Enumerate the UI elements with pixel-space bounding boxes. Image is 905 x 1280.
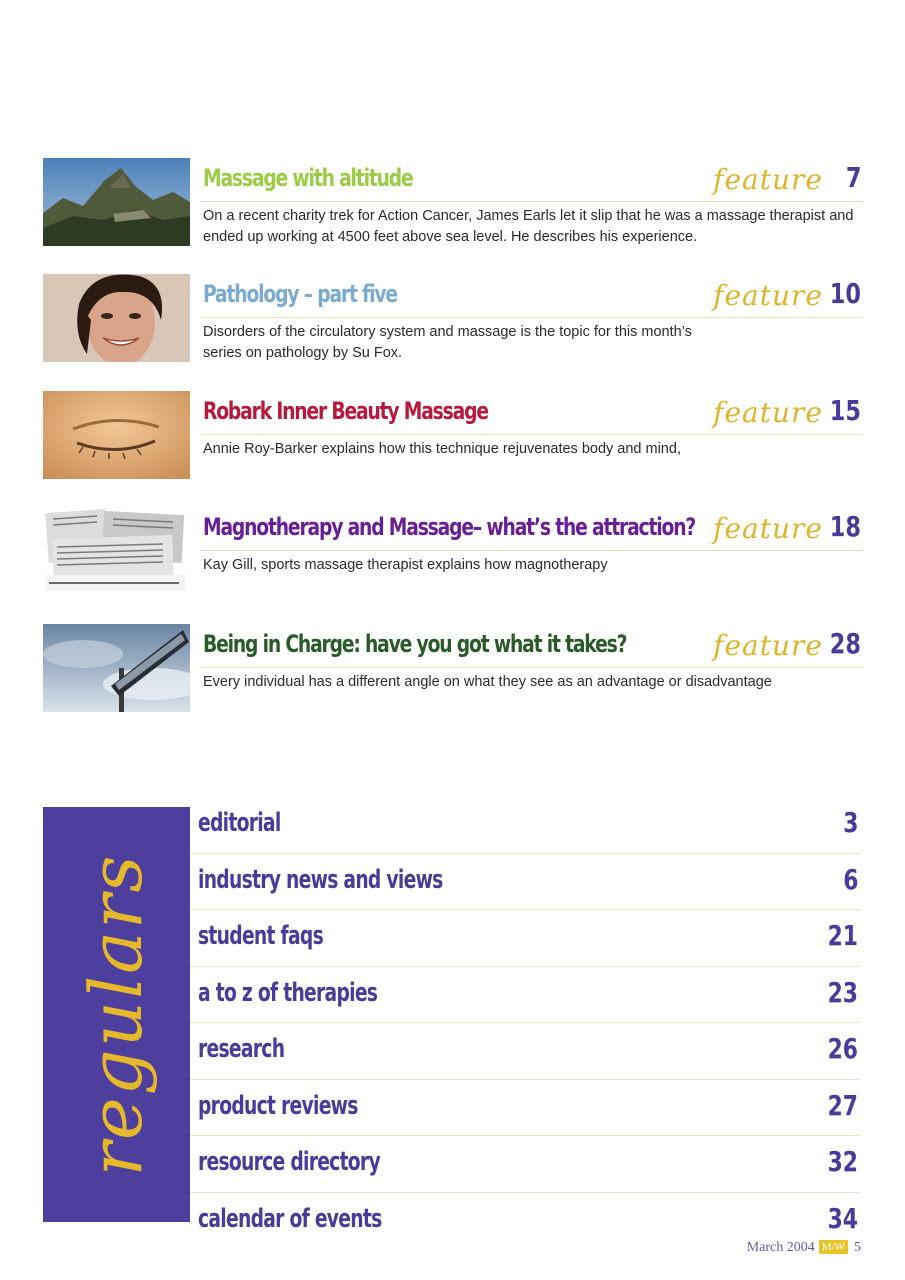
regulars-heading: regulars bbox=[74, 853, 158, 1177]
regular-page-number: 23 bbox=[827, 975, 858, 1009]
feature-item[interactable] bbox=[43, 158, 863, 246]
regular-label: student faqs bbox=[198, 921, 323, 951]
divider bbox=[200, 434, 863, 435]
feature-page-number: 18 bbox=[829, 510, 861, 543]
regulars-panel bbox=[43, 807, 190, 1222]
feature-label: feature bbox=[713, 629, 823, 662]
feature-description: Disorders of the circulatory system and massage is the topic for this month’s series on pathology by Su Fox. bbox=[203, 324, 692, 361]
mountain-ruins-image bbox=[43, 158, 190, 246]
feature-title[interactable]: Massage with altitude bbox=[203, 164, 413, 192]
feature-label: feature bbox=[713, 163, 823, 196]
feature-description: Kay Gill, sports massage therapist explains how magnotherapy bbox=[203, 557, 608, 573]
feature-label: feature bbox=[713, 512, 823, 545]
regular-label: product reviews bbox=[198, 1090, 358, 1121]
regular-label: a to z of therapies bbox=[198, 977, 378, 1008]
regular-item-student-faqs[interactable] bbox=[190, 910, 860, 967]
success-sign-image bbox=[43, 624, 190, 712]
feature-description: Every individual has a different angle on what they see as an advantage or disadvantage bbox=[203, 674, 772, 690]
feature-page-number: 28 bbox=[829, 627, 861, 660]
regular-label: resource directory bbox=[198, 1147, 380, 1177]
regular-page-number: 6 bbox=[842, 862, 858, 896]
divider bbox=[200, 317, 863, 318]
regular-item-product-reviews[interactable] bbox=[190, 1080, 860, 1137]
feature-label: feature bbox=[713, 279, 823, 312]
feature-title[interactable]: Robark Inner Beauty Massage bbox=[203, 397, 488, 425]
feature-description: On a recent charity trek for Action Cancer, James Earls let it slip that he was a massage therapist and ended up working at 4500 feet above sea level. He describes his experience. bbox=[203, 208, 854, 245]
closed-eye-image bbox=[43, 391, 190, 479]
feature-item[interactable] bbox=[43, 624, 863, 712]
regular-item-a-to-z[interactable] bbox=[190, 967, 860, 1024]
feature-title[interactable]: Being in Charge: have you got what it takes? bbox=[203, 630, 627, 658]
regular-page-number: 21 bbox=[827, 919, 858, 952]
regular-item-editorial[interactable] bbox=[190, 797, 860, 854]
regular-label: editorial bbox=[198, 808, 281, 838]
regular-label: research bbox=[198, 1034, 285, 1064]
feature-item[interactable] bbox=[43, 274, 863, 362]
regular-item-research[interactable] bbox=[190, 1023, 860, 1080]
divider bbox=[200, 667, 863, 668]
feature-description: Annie Roy-Barker explains how this technique rejuvenates body and mind, bbox=[203, 441, 681, 457]
newspaper-clippings-image bbox=[43, 507, 190, 595]
feature-page-number: 7 bbox=[845, 161, 861, 194]
regular-item-resource-directory[interactable] bbox=[190, 1136, 860, 1193]
divider bbox=[200, 550, 863, 551]
issue-date: March 2004 bbox=[746, 1240, 815, 1255]
regular-label: industry news and views bbox=[198, 864, 443, 895]
page-number: 5 bbox=[854, 1240, 861, 1255]
regular-page-number: 32 bbox=[827, 1145, 858, 1178]
regular-item-industry-news[interactable] bbox=[190, 854, 860, 911]
regular-page-number: 3 bbox=[842, 806, 858, 839]
regular-label: calendar of events bbox=[198, 1203, 382, 1234]
smiling-woman-image bbox=[43, 274, 190, 362]
regular-page-number: 34 bbox=[827, 1201, 858, 1235]
feature-title[interactable]: Pathology – part five bbox=[203, 280, 397, 308]
feature-title[interactable]: Magnotherapy and Massage– what’s the attraction? bbox=[203, 513, 696, 541]
feature-page-number: 15 bbox=[829, 394, 861, 427]
page-footer bbox=[747, 1238, 861, 1258]
feature-label: feature bbox=[713, 396, 823, 429]
feature-item[interactable] bbox=[43, 507, 863, 595]
feature-item[interactable] bbox=[43, 391, 863, 479]
regular-page-number: 26 bbox=[827, 1032, 858, 1065]
divider bbox=[200, 201, 863, 202]
feature-page-number: 10 bbox=[829, 277, 861, 310]
regulars-list bbox=[190, 797, 860, 1248]
regular-page-number: 27 bbox=[827, 1088, 858, 1122]
magazine-logo: M/W bbox=[819, 1240, 848, 1254]
